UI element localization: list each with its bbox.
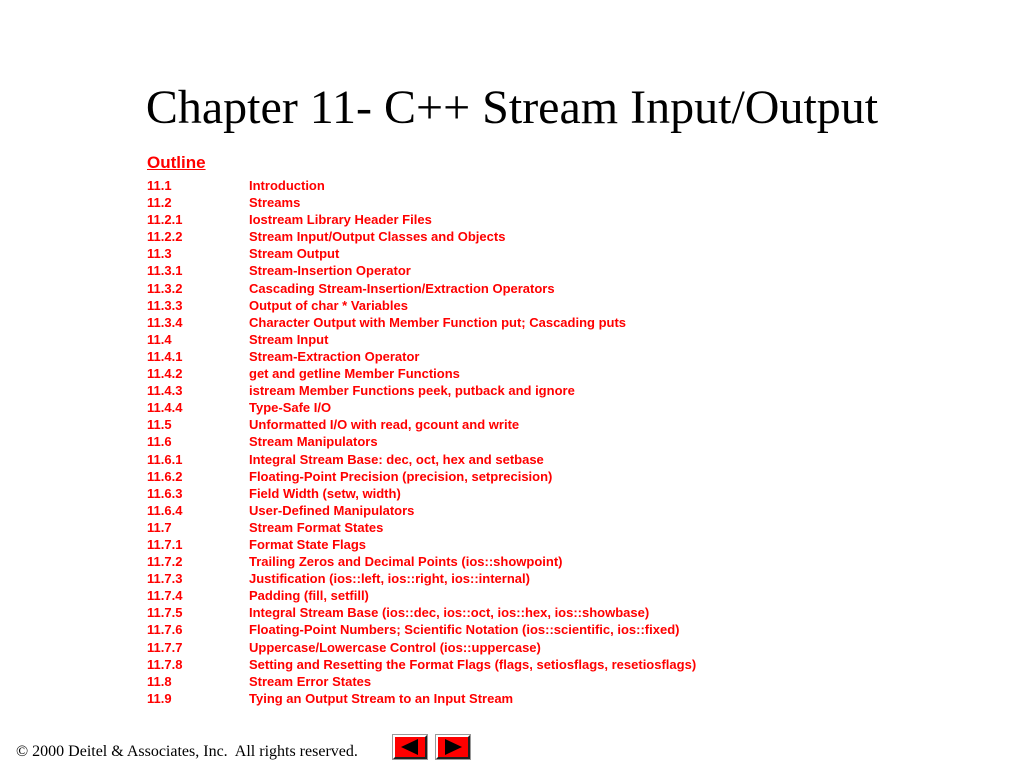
section-title: Stream Input xyxy=(249,331,329,347)
section-number: 11.3.3 xyxy=(147,297,183,313)
section-title: Tying an Output Stream to an Input Stream xyxy=(249,690,514,706)
section-number: 11.7.6 xyxy=(147,622,183,638)
section-title: Stream-Extraction Operator xyxy=(249,348,420,364)
outline-item xyxy=(147,519,696,536)
outline xyxy=(147,153,696,707)
slide-title: Chapter 11- C++ Stream Input/Output xyxy=(145,81,879,134)
section-title: Format State Flags xyxy=(249,536,367,552)
section-number: 11.7.3 xyxy=(147,571,183,587)
outline-item xyxy=(147,621,696,638)
section-number: 11.7.8 xyxy=(147,656,183,672)
outline-item xyxy=(147,194,696,211)
outline-item xyxy=(147,262,696,279)
section-number: 11.3.4 xyxy=(147,314,183,330)
section-number: 11.3.1 xyxy=(147,263,183,279)
outline-item xyxy=(147,211,696,228)
outline-item xyxy=(147,656,696,673)
outline-item xyxy=(147,365,696,382)
section-title: Stream Format States xyxy=(249,519,384,535)
section-number: 11.4.2 xyxy=(147,366,183,382)
outline-item xyxy=(147,468,696,485)
section-title: Iostream Library Header Files xyxy=(249,212,432,228)
outline-item xyxy=(147,502,696,519)
section-title: Stream Error States xyxy=(249,673,372,689)
section-title: Unformatted I/O with read, gcount and write xyxy=(249,417,520,433)
outline-item xyxy=(147,416,696,433)
section-title: Setting and Resetting the Format Flags (flags, setiosflags, resetiosflags) xyxy=(249,656,697,672)
triangle-right-icon xyxy=(438,737,468,757)
section-title: Integral Stream Base: dec, oct, hex and setbase xyxy=(249,451,544,467)
section-number: 11.7.2 xyxy=(147,554,183,570)
section-number: 11.5 xyxy=(147,417,172,433)
outline-item xyxy=(147,536,696,553)
section-number: 11.6.2 xyxy=(147,468,183,484)
section-number: 11.7.4 xyxy=(147,588,183,604)
outline-item xyxy=(147,553,696,570)
section-title: istream Member Functions peek, putback and ignore xyxy=(249,383,575,399)
section-title: Stream Manipulators xyxy=(249,434,378,450)
outline-item xyxy=(147,297,696,314)
section-title: Character Output with Member Function put; Cascading puts xyxy=(249,314,627,330)
section-number: 11.3 xyxy=(147,246,172,262)
section-number: 11.9 xyxy=(147,690,172,706)
section-title: get and getline Member Functions xyxy=(249,366,460,382)
outline-item xyxy=(147,228,696,245)
outline-list xyxy=(147,177,696,707)
section-number: 11.7 xyxy=(147,519,172,535)
section-title: Floating-Point Numbers; Scientific Notation (ios::scientific, ios::fixed) xyxy=(249,622,680,638)
section-number: 11.4 xyxy=(147,331,172,347)
section-title: Stream-Insertion Operator xyxy=(249,263,411,279)
section-title: Integral Stream Base (ios::dec, ios::oct, ios::hex, ios::showbase) xyxy=(249,605,650,621)
outline-item xyxy=(147,280,696,297)
section-number: 11.1 xyxy=(147,178,172,193)
outline-item xyxy=(147,690,696,707)
outline-item xyxy=(147,382,696,399)
section-number: 11.7.1 xyxy=(147,536,183,552)
section-title: Trailing Zeros and Decimal Points (ios::showpoint) xyxy=(249,554,563,570)
section-number: 11.6.4 xyxy=(147,502,183,518)
outline-item xyxy=(147,348,696,365)
section-number: 11.7.7 xyxy=(147,639,183,655)
section-number: 11.4.4 xyxy=(147,400,183,416)
outline-item xyxy=(147,245,696,262)
section-title: Uppercase/Lowercase Control (ios::uppercase) xyxy=(249,639,541,655)
section-number: 11.2.2 xyxy=(147,229,183,245)
outline-item xyxy=(147,673,696,690)
section-title: Type-Safe I/O xyxy=(249,400,332,416)
outline-item xyxy=(147,314,696,331)
outline-item xyxy=(147,331,696,348)
outline-item xyxy=(147,433,696,450)
section-number: 11.7.5 xyxy=(147,605,183,621)
triangle-left-icon xyxy=(395,737,425,757)
section-title: Stream Input/Output Classes and Objects xyxy=(249,229,506,245)
section-number: 11.2 xyxy=(147,195,172,211)
next-slide-button[interactable] xyxy=(436,735,470,759)
section-number: 11.2.1 xyxy=(147,212,183,228)
outline-item xyxy=(147,485,696,502)
outline-item xyxy=(147,604,696,621)
section-title: Floating-Point Precision (precision, setprecision) xyxy=(249,468,553,484)
outline-heading: Outline xyxy=(147,153,206,172)
section-title: Streams xyxy=(249,195,301,211)
section-title: Padding (fill, setfill) xyxy=(249,588,369,604)
outline-item xyxy=(147,587,696,604)
section-title: User-Defined Manipulators xyxy=(249,502,415,518)
copyright-footer: © 2000 Deitel & Associates, Inc. All rights reserved. xyxy=(16,743,358,760)
section-number: 11.8 xyxy=(147,673,172,689)
outline-item xyxy=(147,639,696,656)
outline-item xyxy=(147,570,696,587)
outline-item xyxy=(147,177,696,194)
section-title: Field Width (setw, width) xyxy=(249,485,401,501)
section-title: Cascading Stream-Insertion/Extraction Operators xyxy=(249,280,555,296)
outline-item xyxy=(147,399,696,416)
outline-item xyxy=(147,451,696,468)
section-title: Justification (ios::left, ios::right, ios::internal) xyxy=(249,571,530,587)
section-title: Introduction xyxy=(249,178,325,193)
previous-slide-button[interactable] xyxy=(393,735,427,759)
section-number: 11.6.3 xyxy=(147,485,183,501)
section-number: 11.4.1 xyxy=(147,348,183,364)
section-number: 11.3.2 xyxy=(147,280,183,296)
section-number: 11.6 xyxy=(147,434,172,450)
section-title: Output of char * Variables xyxy=(249,297,408,313)
section-number: 11.4.3 xyxy=(147,383,183,399)
section-title: Stream Output xyxy=(249,246,340,262)
section-number: 11.6.1 xyxy=(147,451,183,467)
